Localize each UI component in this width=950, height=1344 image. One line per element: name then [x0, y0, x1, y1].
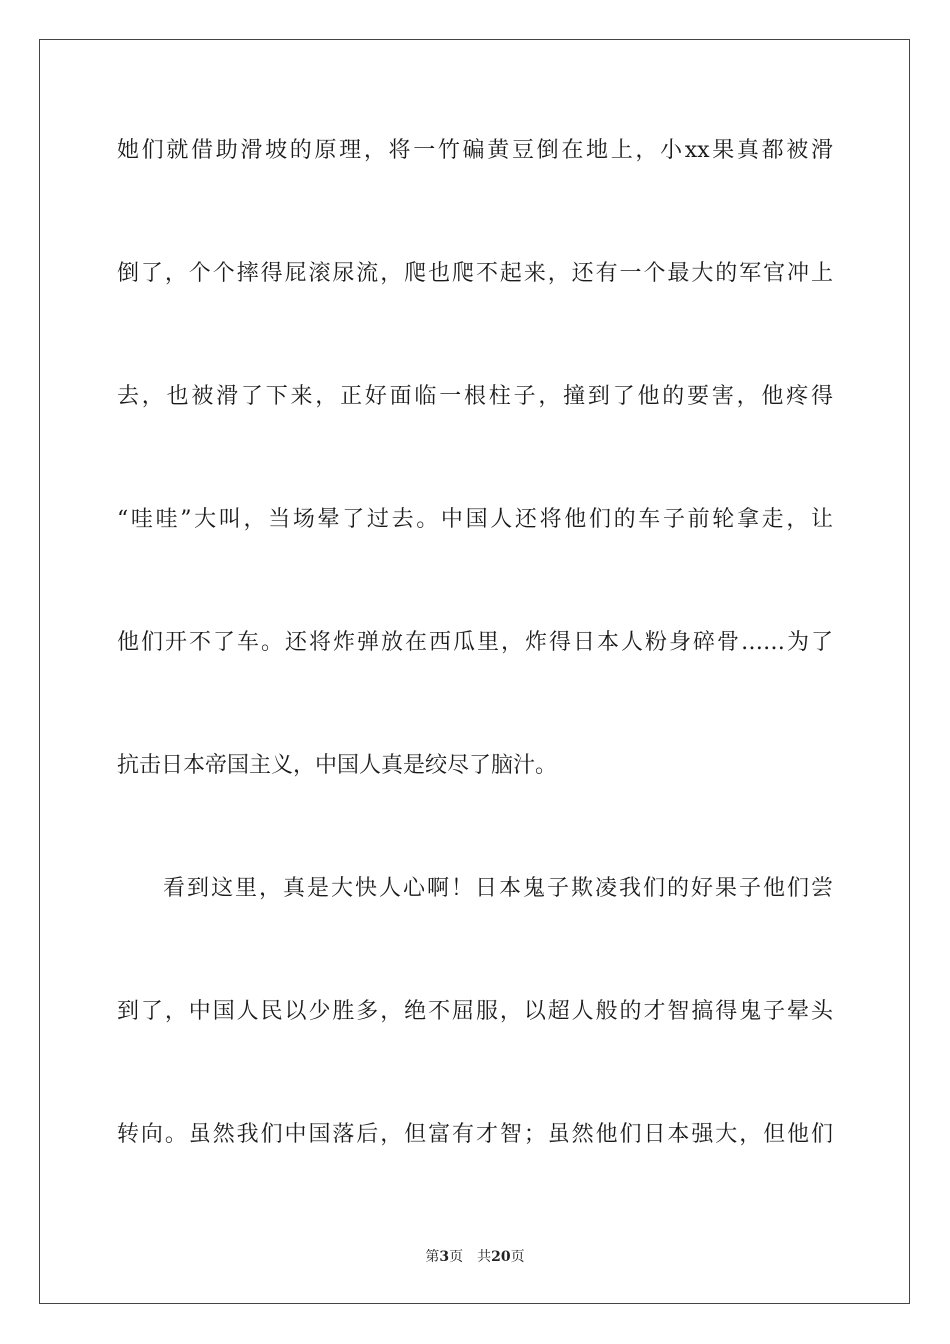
page-number: 3	[439, 1249, 450, 1265]
total-suffix: 页	[510, 1249, 525, 1265]
text-line-4: “哇哇”大叫，当场晕了过去。中国人还将他们的车子前轮拿走，让	[117, 507, 833, 532]
page-suffix: 页	[449, 1249, 464, 1265]
text-line-6: 抗击日本帝国主义，中国人真是绞尽了脑汁。	[117, 753, 558, 778]
text-line-1: 她们就借助滑坡的原理，将一竹碥黄豆倒在地上，小xx果真都被滑	[117, 138, 833, 163]
document-body	[117, 126, 833, 1233]
total-prefix: 共	[477, 1249, 492, 1265]
text-line-5: 他们开不了车。还将炸弹放在西瓜里，炸得日本人粉身碎骨……为了	[117, 630, 833, 655]
text-line-3: 去，也被滑了下来，正好面临一根柱子，撞到了他的要害，他疼得	[117, 384, 833, 409]
page-prefix: 第	[425, 1249, 440, 1265]
total-pages: 20	[491, 1249, 511, 1265]
text-line-8: 到了，中国人民以少胜多，绝不屈服，以超人般的才智搞得鬼子晕头	[117, 999, 833, 1024]
text-line-2: 倒了，个个摔得屁滚尿流，爬也爬不起来，还有一个最大的军官冲上	[117, 261, 833, 286]
page-footer	[0, 1246, 950, 1266]
text-line-9: 转向。虽然我们中国落后，但富有才智；虽然他们日本强大，但他们	[117, 1122, 833, 1147]
text-line-7: 看到这里，真是大快人心啊！日本鬼子欺凌我们的好果子他们尝	[163, 876, 833, 901]
